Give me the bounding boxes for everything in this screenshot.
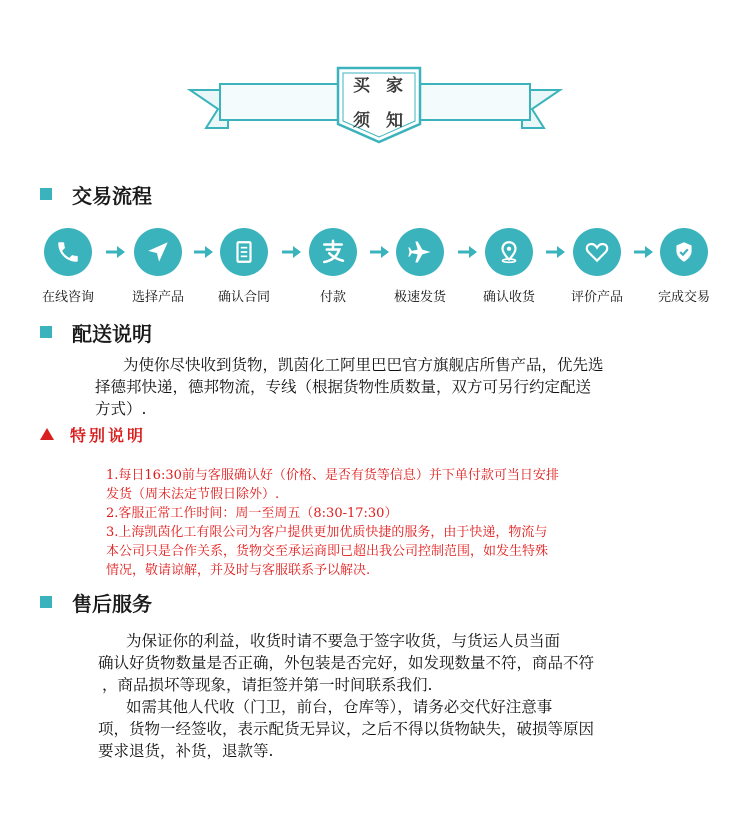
note-line: 情况，敬请谅解，并及时与客服联系予以解决. (106, 563, 371, 578)
text-line: 要求退货，补货，退款等. (98, 742, 274, 760)
phone-icon (44, 228, 92, 276)
step-label: 在线咨询 (41, 290, 94, 305)
square-bullet-icon (40, 596, 52, 608)
banner-char: 知 (386, 111, 403, 131)
step-label: 确认收货 (482, 290, 535, 305)
section-title: 交易流程 (72, 183, 152, 208)
section-title: 特别说明 (70, 425, 147, 445)
text-line: 项，货物一经签收，表示配货无异议，之后不得以货物缺失，破损等原因 (98, 720, 595, 738)
shield-check-icon (660, 228, 708, 276)
alipay-icon (309, 228, 357, 276)
note-line: 发货（周末法定节假日除外）. (106, 487, 280, 502)
delivery-text (95, 354, 695, 420)
note-line: 3.上海凯茵化工有限公司为客户提供更加优质快捷的服务，由于快递，物流与 (106, 525, 548, 540)
step-fast-shipping (380, 228, 460, 305)
text-line: ，商品损坏等现象，请拒签并第一时间联系我们. (102, 676, 433, 694)
header-banner (0, 0, 750, 160)
banner-char: 买 (353, 76, 370, 96)
banner-char: 家 (386, 76, 403, 96)
section-header-delivery (40, 318, 152, 346)
text-line: 择德邦快递，德邦物流，专线（根据货物性质数量，双方可另行约定配送 (95, 378, 592, 396)
banner-char: 须 (353, 111, 370, 131)
note-line: 本公司只是合作关系，货物交至承运商即已超出我公司控制范围，如发生特殊 (106, 544, 549, 559)
step-label: 评价产品 (570, 290, 623, 305)
step-label: 极速发货 (393, 290, 446, 305)
step-select-product (118, 228, 198, 305)
note-line: 1.每日16:30前与客服确认好（价格、是否有货等信息）并下单付款可当日安排 (106, 468, 559, 483)
step-label: 完成交易 (657, 290, 710, 305)
square-bullet-icon (40, 326, 52, 338)
text-line: 为保证你的利益，收货时请不要急于签字收货，与货运人员当面 (126, 632, 561, 650)
document-icon (220, 228, 268, 276)
text-line: 确认好货物数量是否正确，外包装是否完好，如发现数量不符，商品不符 (98, 654, 595, 672)
section-title: 配送说明 (72, 321, 152, 346)
warning-triangle-icon (40, 428, 54, 440)
special-notes (106, 466, 666, 580)
banner-title (345, 66, 411, 136)
heart-icon (573, 228, 621, 276)
section-header-process (40, 180, 152, 208)
text-line: 如需其他人代收（门卫，前台，仓库等），请务必交代好注意事 (126, 698, 553, 716)
step-label: 选择产品 (131, 290, 184, 305)
location-pin-icon (485, 228, 533, 276)
text-line: 为使你尽快收到货物，凯茵化工阿里巴巴官方旗舰店所售产品，优先选 (123, 356, 604, 374)
section-header-aftersale (40, 588, 152, 616)
step-payment (293, 228, 373, 305)
step-label: 付款 (319, 290, 346, 305)
step-complete (644, 228, 724, 305)
step-label: 确认合同 (217, 290, 270, 305)
note-line: 2.客服正常工作时间：周一至周五（8:30-17:30） (106, 506, 398, 521)
process-steps (28, 228, 728, 308)
step-online-consult (28, 228, 108, 305)
airplane-icon (396, 228, 444, 276)
send-icon (134, 228, 182, 276)
step-confirm-contract (204, 228, 284, 305)
step-confirm-receipt (469, 228, 549, 305)
text-line: 方式）. (95, 400, 147, 418)
step-review-product (557, 228, 637, 305)
section-title: 售后服务 (72, 591, 152, 616)
square-bullet-icon (40, 188, 52, 200)
section-header-special (40, 420, 146, 448)
aftersale-text (98, 630, 698, 762)
